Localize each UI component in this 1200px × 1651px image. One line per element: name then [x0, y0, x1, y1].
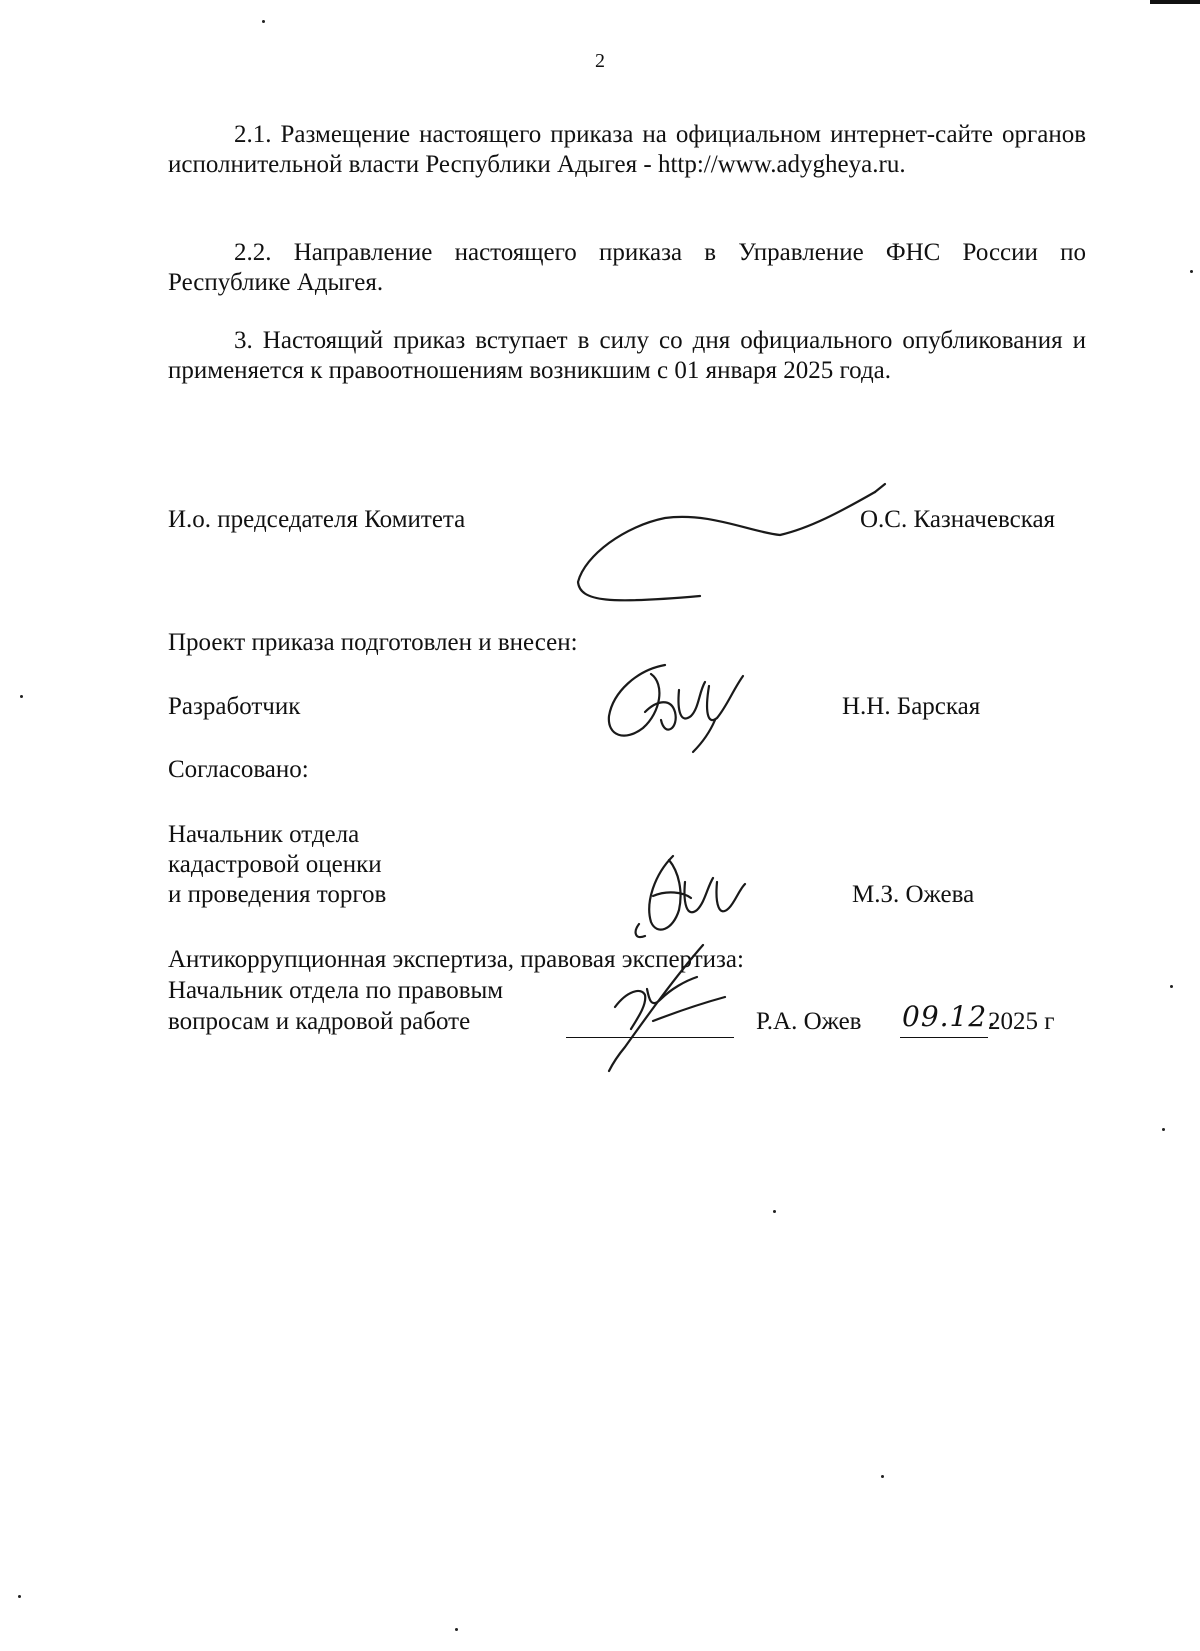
cadastral-title-line-2: кадастровой оценки [168, 851, 382, 878]
scan-speck [1162, 1128, 1165, 1131]
cadastral-head-name: М.З. Ожева [852, 881, 975, 908]
legal-title-line-1: Начальник отдела по правовым [168, 977, 504, 1004]
paragraph-3 [168, 326, 1086, 386]
cadastral-title-line-1: Начальник отдела [168, 821, 360, 848]
legal-signature-icon [575, 935, 745, 1075]
developer-signature-icon [595, 660, 755, 755]
legal-title-line-2: вопросам и кадровой работе [168, 1008, 471, 1035]
legal-head-name: Р.А. Ожев [756, 1008, 862, 1035]
scan-speck [773, 1210, 776, 1213]
developer-title: Разработчик [168, 693, 301, 720]
scan-speck [1190, 270, 1193, 273]
legal-date-suffix: 2025 г [988, 1008, 1055, 1035]
scan-speck [20, 695, 23, 698]
legal-date-underline [900, 1037, 988, 1038]
scan-edge-mark [1150, 0, 1200, 4]
cadastral-title-line-3: и проведения торгов [168, 881, 387, 908]
scan-speck [262, 20, 265, 23]
cadastral-head-signature-icon [625, 848, 750, 943]
chairman-title: И.о. председателя Комитета [168, 506, 466, 533]
chairman-name: О.С. Казначевская [860, 506, 1056, 533]
agreed-heading: Согласовано: [168, 756, 309, 783]
scan-speck [1170, 985, 1173, 988]
paragraph-2-1-text: 2.1. Размещение настоящего приказа на официальном интернет-сайте органов исполнительной власти Республики Адыгея - http://www.adygheya.ru. [168, 121, 1086, 178]
scan-speck [881, 1475, 884, 1478]
prepared-heading: Проект приказа подготовлен и внесен: [168, 629, 578, 656]
legal-heading: Антикоррупционная экспертиза, правовая экспертиза: [168, 946, 744, 973]
paragraph-2-2 [168, 238, 1086, 298]
scan-speck [18, 1595, 21, 1598]
page-number: 2 [595, 50, 605, 72]
scan-speck [455, 1628, 458, 1631]
chairman-signature-icon [570, 480, 890, 615]
paragraph-2-1 [168, 120, 1086, 180]
legal-date-handwritten: 09.12. [902, 1000, 998, 1033]
developer-name: Н.Н. Барская [842, 693, 981, 720]
paragraph-2-2-text: 2.2. Направление настоящего приказа в Управление ФНС России по Республике Адыгея. [168, 239, 1086, 296]
paragraph-3-text: 3. Настоящий приказ вступает в силу со дня официального опубликования и применяется к правоотношениям возникшим с 01 января 2025 года. [168, 327, 1086, 384]
